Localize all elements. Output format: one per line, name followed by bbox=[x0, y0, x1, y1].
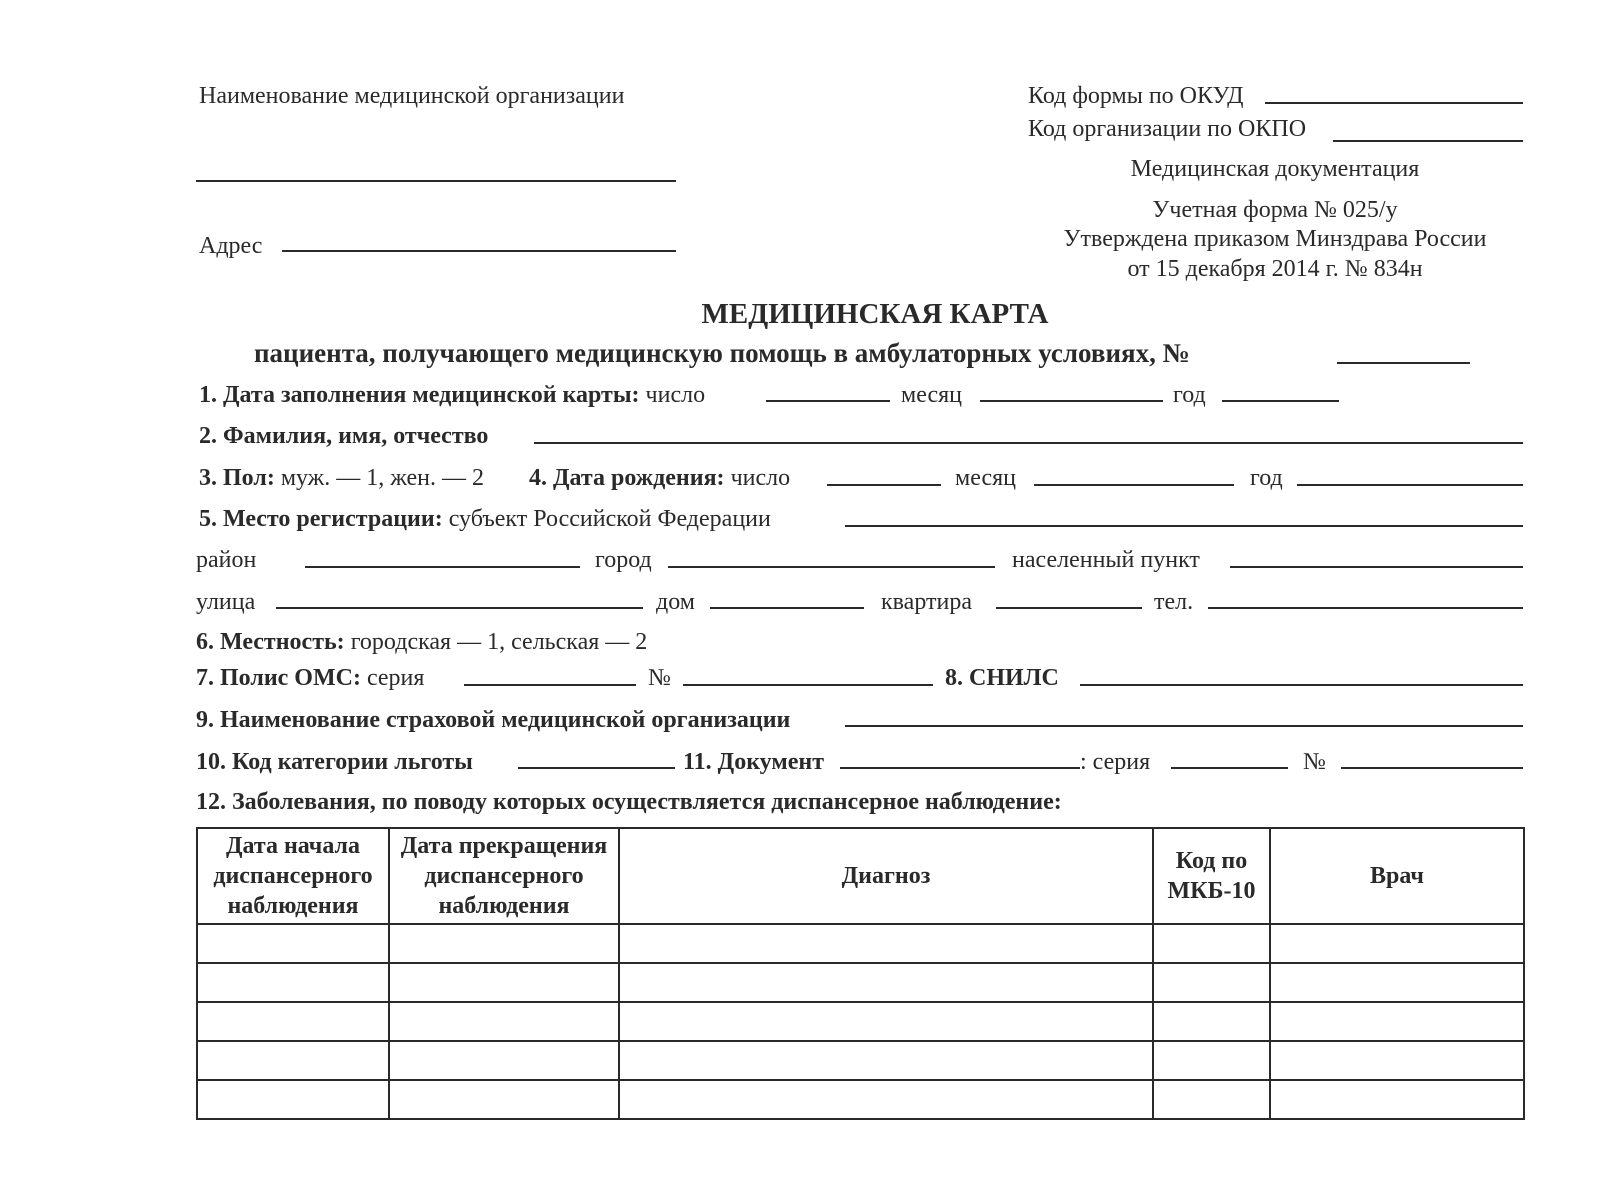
city-label: город bbox=[595, 547, 652, 573]
birth-date-year-label: год bbox=[1250, 465, 1283, 491]
birth-date-month-field[interactable] bbox=[1034, 484, 1234, 486]
gender-options: муж. — 1, жен. — 2 bbox=[280, 465, 485, 491]
org-name-label: Наименование медицинской организации bbox=[199, 83, 625, 109]
apartment-label: квартира bbox=[881, 589, 972, 615]
doctor-cell[interactable] bbox=[1270, 1041, 1524, 1080]
birth-date-label: 4. Дата рождения: bbox=[529, 465, 725, 491]
benefit-code-field[interactable] bbox=[518, 767, 675, 769]
document-label: 11. Документ bbox=[683, 749, 824, 775]
form-number-text: Учетная форма № 025/у bbox=[1152, 197, 1398, 223]
table-row bbox=[197, 1080, 1524, 1119]
okpo-label: Код организации по ОКПО bbox=[1028, 116, 1307, 142]
district-label: район bbox=[196, 547, 257, 573]
settlement-field[interactable] bbox=[1230, 566, 1523, 568]
document-number-label: № bbox=[1303, 749, 1326, 775]
approved-by-text: Утверждена приказом Минздрава России bbox=[1063, 226, 1487, 252]
insurance-org-field[interactable] bbox=[845, 725, 1523, 727]
icd10-cell[interactable] bbox=[1153, 1080, 1270, 1119]
house-field[interactable] bbox=[710, 607, 864, 609]
oms-number-label: № bbox=[648, 665, 671, 691]
oms-series-label: серия bbox=[366, 665, 425, 691]
doctor-cell[interactable] bbox=[1270, 1002, 1524, 1041]
table-row bbox=[197, 963, 1524, 1002]
icd10-cell[interactable] bbox=[1153, 1041, 1270, 1080]
start-date-cell[interactable] bbox=[197, 1041, 389, 1080]
document-series-field[interactable] bbox=[1171, 767, 1288, 769]
doctor-cell[interactable] bbox=[1270, 963, 1524, 1002]
benefit-code-label: 10. Код категории льготы bbox=[196, 749, 473, 775]
diagnosis-cell[interactable] bbox=[619, 1080, 1153, 1119]
end-date-cell[interactable] bbox=[389, 924, 619, 963]
registration-subject-label: субъект Российской Федерации bbox=[448, 506, 771, 532]
oms-row bbox=[196, 666, 424, 690]
fill-date-month-label: месяц bbox=[901, 382, 962, 408]
page-subtitle: пациента, получающего медицинскую помощь в амбулаторных условиях, № bbox=[254, 338, 1190, 368]
locality-label: 6. Местность: bbox=[196, 629, 345, 655]
registration-label: 5. Место регистрации: bbox=[199, 506, 443, 532]
dispensary-table bbox=[196, 827, 1525, 1120]
okud-label: Код формы по ОКУД bbox=[1028, 83, 1244, 109]
street-label: улица bbox=[196, 589, 256, 615]
icd10-cell[interactable] bbox=[1153, 963, 1270, 1002]
doctor-cell[interactable] bbox=[1270, 1080, 1524, 1119]
district-field[interactable] bbox=[305, 566, 580, 568]
oms-label: 7. Полис ОМС: bbox=[196, 665, 361, 691]
diseases-label: 12. Заболевания, по поводу которых осуществляется диспансерное наблюдение: bbox=[196, 789, 1062, 815]
gender-label: 3. Пол: bbox=[199, 465, 275, 491]
insurance-org-label: 9. Наименование страховой медицинской организации bbox=[196, 707, 791, 733]
snils-field[interactable] bbox=[1080, 684, 1523, 686]
street-field[interactable] bbox=[276, 607, 643, 609]
table-row bbox=[197, 924, 1524, 963]
fill-date-label: 1. Дата заполнения медицинской карты: bbox=[199, 382, 640, 408]
full-name-label: 2. Фамилия, имя, отчество bbox=[199, 423, 489, 449]
header-icd10: Код по МКБ-10 bbox=[1153, 828, 1270, 924]
card-number-field[interactable] bbox=[1337, 362, 1470, 364]
doctor-cell[interactable] bbox=[1270, 924, 1524, 963]
fill-date-row bbox=[199, 383, 705, 407]
icd10-cell[interactable] bbox=[1153, 924, 1270, 963]
start-date-cell[interactable] bbox=[197, 1080, 389, 1119]
apartment-field[interactable] bbox=[996, 607, 1142, 609]
registration-subject-field[interactable] bbox=[845, 525, 1523, 527]
locality-options: городская — 1, сельская — 2 bbox=[350, 629, 648, 655]
org-name-field[interactable] bbox=[196, 180, 676, 182]
end-date-cell[interactable] bbox=[389, 963, 619, 1002]
house-label: дом bbox=[656, 589, 695, 615]
start-date-cell[interactable] bbox=[197, 924, 389, 963]
birth-date-day-label: число bbox=[730, 465, 791, 491]
address-label: Адрес bbox=[199, 233, 263, 259]
approved-date-text: от 15 декабря 2014 г. № 834н bbox=[1127, 256, 1423, 282]
birth-date-month-label: месяц bbox=[955, 465, 1016, 491]
birth-date-day-field[interactable] bbox=[827, 484, 941, 486]
oms-number-field[interactable] bbox=[683, 684, 933, 686]
locality-row bbox=[196, 630, 647, 654]
header-end-date: Дата прекращения диспансерного наблюдения bbox=[389, 828, 619, 924]
fill-date-year-label: год bbox=[1173, 382, 1206, 408]
document-series-label: : серия bbox=[1080, 749, 1151, 775]
birth-date-year-field[interactable] bbox=[1297, 484, 1523, 486]
end-date-cell[interactable] bbox=[389, 1080, 619, 1119]
icd10-cell[interactable] bbox=[1153, 1002, 1270, 1041]
phone-label: тел. bbox=[1154, 589, 1194, 615]
diagnosis-cell[interactable] bbox=[619, 963, 1153, 1002]
fill-date-day-label: число bbox=[645, 382, 706, 408]
gender-row bbox=[199, 466, 484, 490]
table-row bbox=[197, 1002, 1524, 1041]
fill-date-month-field[interactable] bbox=[980, 400, 1163, 402]
registration-row bbox=[199, 507, 771, 531]
full-name-field[interactable] bbox=[534, 442, 1523, 444]
document-number-field[interactable] bbox=[1341, 767, 1523, 769]
oms-series-field[interactable] bbox=[464, 684, 636, 686]
diagnosis-cell[interactable] bbox=[619, 924, 1153, 963]
end-date-cell[interactable] bbox=[389, 1002, 619, 1041]
header-doctor: Врач bbox=[1270, 828, 1524, 924]
doc-type-text: Медицинская документация bbox=[1130, 156, 1420, 182]
city-field[interactable] bbox=[668, 566, 995, 568]
okpo-field[interactable] bbox=[1333, 140, 1523, 142]
address-field[interactable] bbox=[282, 250, 676, 252]
document-field[interactable] bbox=[840, 767, 1080, 769]
header-diagnosis: Диагноз bbox=[619, 828, 1153, 924]
fill-date-year-field[interactable] bbox=[1222, 400, 1339, 402]
birth-date-row bbox=[529, 466, 790, 490]
table-row bbox=[197, 1041, 1524, 1080]
page-title: МЕДИЦИНСКАЯ КАРТА bbox=[701, 298, 1049, 330]
settlement-label: населенный пункт bbox=[1012, 547, 1200, 573]
table-body bbox=[197, 924, 1524, 1119]
fill-date-day-field[interactable] bbox=[766, 400, 890, 402]
snils-label: 8. СНИЛС bbox=[945, 665, 1059, 691]
start-date-cell[interactable] bbox=[197, 963, 389, 1002]
end-date-cell[interactable] bbox=[389, 1041, 619, 1080]
start-date-cell[interactable] bbox=[197, 1002, 389, 1041]
phone-field[interactable] bbox=[1208, 607, 1523, 609]
table-header-row bbox=[197, 828, 1524, 924]
diagnosis-cell[interactable] bbox=[619, 1002, 1153, 1041]
diagnosis-cell[interactable] bbox=[619, 1041, 1153, 1080]
header-start-date: Дата начала диспансерного наблюдения bbox=[197, 828, 389, 924]
okud-field[interactable] bbox=[1265, 102, 1523, 104]
